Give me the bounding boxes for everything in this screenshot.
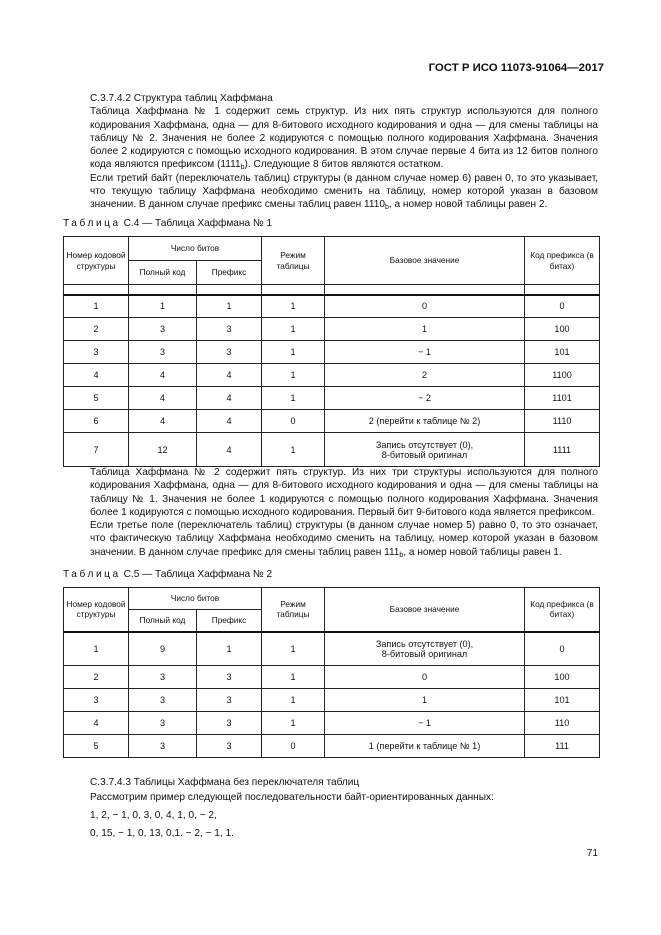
- col-structure-number: Номер кодовой структуры: [64, 237, 129, 285]
- table-row: 5 3 3 0 1 (перейти к таблице № 1) 111: [64, 735, 600, 758]
- col-table-mode: Режим таблицы: [262, 237, 325, 285]
- col-base-value: Базовое значение: [325, 237, 525, 285]
- table-row: 7 12 4 1 Запись отсутствует (0), 8-битовый оригинал 1111: [64, 433, 600, 467]
- col-structure-number: Номер кодовой структуры: [64, 588, 129, 632]
- table-row: 2 3 3 1 0 100: [64, 666, 600, 689]
- col-prefix: Префикс: [197, 610, 262, 632]
- col-code-prefix: Код префикса (в битах): [525, 237, 600, 285]
- section-c3743: [90, 774, 598, 842]
- col-bit-count: Число битов: [129, 237, 262, 261]
- table-row: 3 3 3 1 − 1 101: [64, 341, 600, 364]
- table-row: 1 1 1 1 0 0: [64, 295, 600, 318]
- col-bit-count: Число битов: [129, 588, 262, 610]
- page-number: 71: [586, 848, 598, 859]
- paragraph: Если третий байт (переключатель таблиц) структуры (в данном случае номер 6) равен 0, то это указывает, что текущую таблицу Хаффмана необходимо сменить на таблицу, номер которой указан в базовом значении. В данном случае префикс смены таблиц равен $1110_b$, а номер новой таблицы равен 2.: [90, 172, 598, 212]
- data-sequence-line: 0, 15, − 1, 0, 13, 0,1. − 2, − 1, 1.: [90, 828, 234, 839]
- data-sequence-line: 1, 2, − 1, 0, 3, 0, 4, 1, 0, − 2,: [90, 810, 217, 821]
- col-full-code: Полный код: [129, 261, 197, 285]
- section-c3742: [90, 92, 598, 212]
- paragraph: Таблица Хаффмана № 2 содержит пять структур. Из них три структуры используются для полного кодирования Хаффмана, одна — для 8-битового исходного кодирования и одна — для смены таблицы на таблицу № 1. Значения не более 1 кодируются с помощью полного кодирования Хаффмана. Значения более 1 кодируются с помощью исходного кодирования. Первый бит 9-битового кода является префиксом.: [90, 467, 598, 518]
- paragraph: Таблица Хаффмана № 1 содержит семь структур. Из них пять структур используются для полного кодирования Хаффмана, одна — для 8-битового исходного кодирования и одна — для смены таблицы на таблицу № 2. Значения не более 2 кодируются с помощью полного кодирования Хаффмана. Значения более 2 кодируются с помощью исходного кодирования. В этом случае первые 4 бита из 12 битов полного кода являются префиксом $(1111_b)$. Следующие 8 битов являются остатком.: [90, 106, 598, 172]
- col-base-value: Базовое значение: [325, 588, 525, 632]
- table-row: 6 4 4 0 2 (перейти к таблице № 2) 1110: [64, 410, 600, 433]
- table2-description: [90, 466, 598, 559]
- table-row: 4 3 3 1 − 1 110: [64, 712, 600, 735]
- paragraph: Если третье поле (переключатель таблиц) структуры (в данном случае номер 5) равно 0, то это означает, что фактическую таблицу Хаффмана необходимо сменить на таблицу, номер которой указан в базовом значении. В данном случае префикс для смены таблиц равен $111_b$, а номер новой таблицы равен 1.: [90, 520, 598, 559]
- section-heading: С.3.7.4.3 Таблицы Хаффмана без переключателя таблиц: [90, 777, 360, 788]
- table-caption: Таблица С.5 — Таблица Хаффмана № 2: [63, 569, 273, 580]
- huffman-table-1: [63, 236, 600, 467]
- section-heading: С.3.7.4.2 Структура таблиц Хаффмана: [90, 93, 273, 104]
- table-row: 2 3 3 1 1 100: [64, 318, 600, 341]
- table-row: 4 4 4 1 2 1100: [64, 364, 600, 387]
- col-table-mode: Режим таблицы: [262, 588, 325, 632]
- table-row: 1 9 1 1 Запись отсутствует (0), 8-битовый оригинал 0: [64, 632, 600, 666]
- table-caption: Таблица С.4 — Таблица Хаффмана № 1: [63, 218, 273, 229]
- col-prefix: Префикс: [197, 261, 262, 285]
- table-row: 3 3 3 1 1 101: [64, 689, 600, 712]
- col-code-prefix: Код префикса (в битах): [525, 588, 600, 632]
- table-row: 5 4 4 1 − 2 1101: [64, 387, 600, 410]
- col-full-code: Полный код: [129, 610, 197, 632]
- document-header: ГОСТ Р ИСО 11073-91064—2017: [428, 62, 604, 74]
- huffman-table-2: [63, 587, 600, 758]
- paragraph: Рассмотрим пример следующей последовательности байт-ориентированных данных:: [90, 792, 494, 803]
